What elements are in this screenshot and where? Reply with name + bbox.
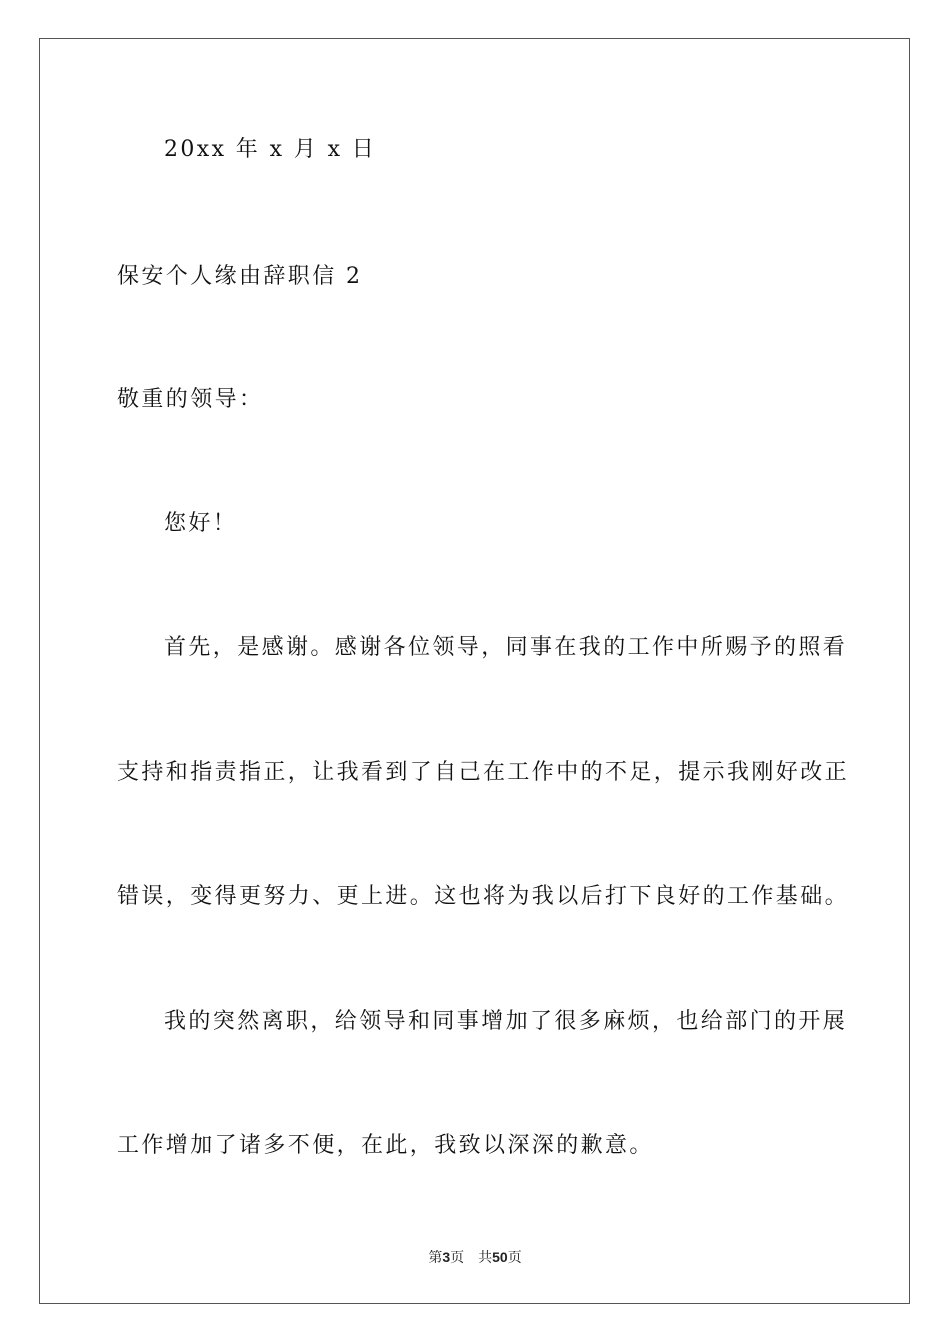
paragraph-line-4: 我的突然离职，给领导和同事增加了很多麻烦，也给部门的开展 [164, 1009, 848, 1034]
page-number: 3 [442, 1249, 451, 1265]
date-line: 20xx 年 x 月 x 日 [164, 137, 377, 162]
page-suffix: 页 [450, 1250, 465, 1266]
paragraph-line-1: 首先，是感谢。感谢各位领导，同事在我的工作中所赐予的照看 [164, 635, 848, 660]
greeting: 您好！ [164, 511, 238, 536]
paragraph-line-2: 支持和指责指正，让我看到了自己在工作中的不足，提示我刚好改正 [117, 760, 850, 785]
page-border [39, 38, 910, 1304]
letter-title: 保安个人缘由辞职信 2 [117, 264, 363, 289]
page-prefix: 第 [428, 1250, 443, 1266]
paragraph-line-3: 错误，变得更努力、更上进。这也将为我以后打下良好的工作基础。 [117, 884, 850, 909]
page-footer [0, 1247, 950, 1268]
total-pages: 50 [492, 1249, 508, 1265]
salutation: 敬重的领导： [117, 387, 264, 412]
total-prefix: 共 [478, 1250, 493, 1266]
total-suffix: 页 [507, 1250, 522, 1266]
paragraph-line-5: 工作增加了诸多不便，在此，我致以深深的歉意。 [117, 1133, 654, 1158]
